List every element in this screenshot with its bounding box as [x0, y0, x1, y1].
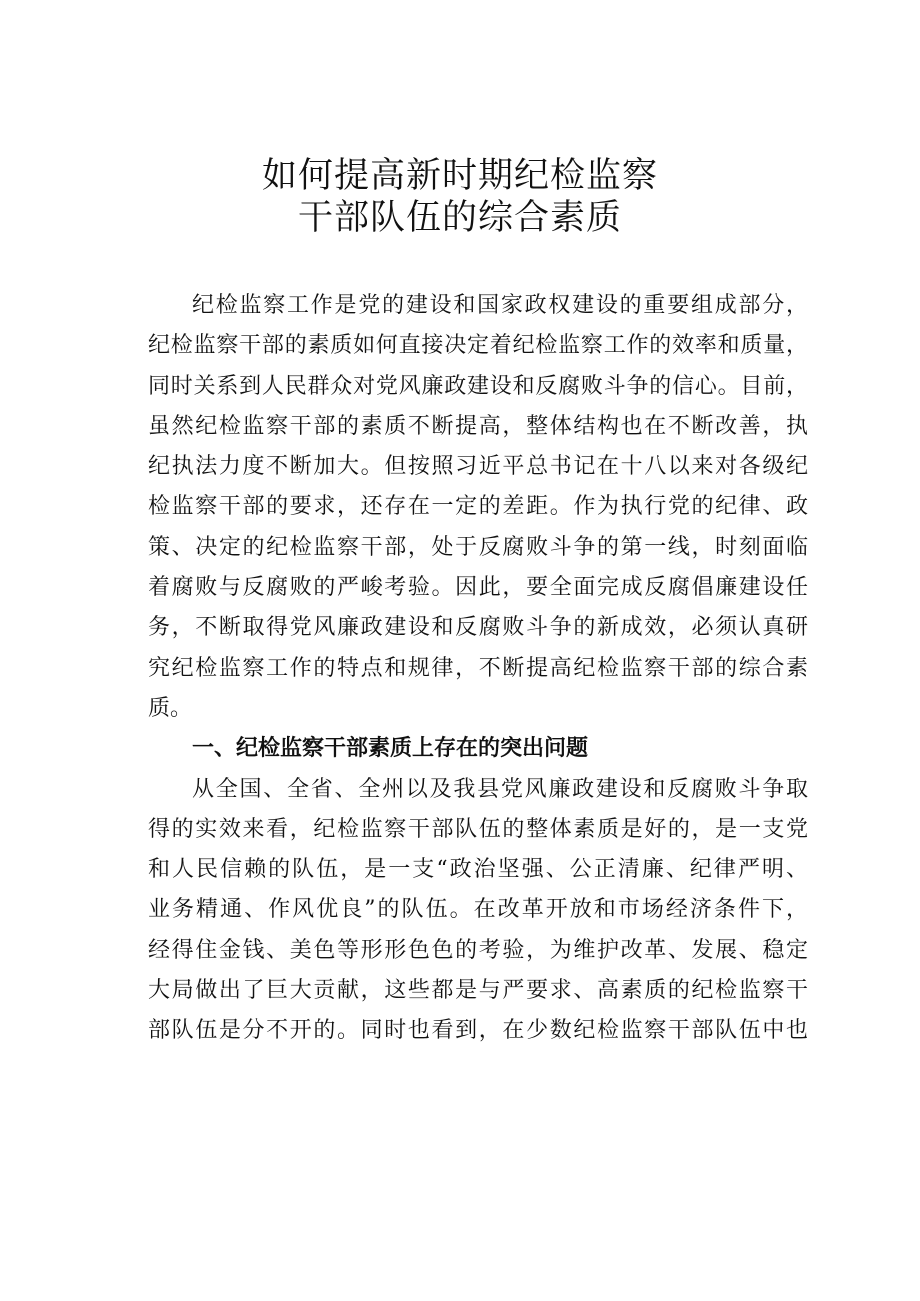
document-body	[148, 286, 808, 1052]
paragraph-1-line: 纪执法力度不断加大。但按照习近平总书记在十八以来对各级纪	[148, 454, 808, 480]
paragraph-2-line: 部队伍是分不开的。同时也看到，在少数纪检监察干部队伍中也	[148, 1018, 808, 1044]
section-heading-1: 一、纪检监察干部素质上存在的突出问题	[192, 736, 589, 762]
paragraph-2-line: 大局做出了巨大贡献，这些都是与严要求、高素质的纪检监察干	[148, 978, 808, 1004]
paragraph-2-line: 和人民信赖的队伍，是一支“政治坚强、公正清廉、纪律严明、	[148, 857, 808, 883]
paragraph-1-line: 纪检监察工作是党的建设和国家政权建设的重要组成部分，	[192, 293, 808, 318]
paragraph-1-line: 同时关系到人民群众对党风廉政建设和反腐败斗争的信心。目前，	[148, 373, 808, 399]
paragraph-1-line: 着腐败与反腐败的严峻考验。因此，要全面完成反腐倡廉建设任	[148, 575, 808, 601]
paragraph-2-line: 从全国、全省、全州以及我县党风廉政建设和反腐败斗争取	[192, 776, 808, 802]
paragraph-1-line: 究纪检监察工作的特点和规律，不断提高纪检监察干部的综合素	[148, 655, 808, 681]
paragraph-1-line: 质。	[148, 695, 193, 721]
document-title-line-1: 如何提高新时期纪检监察	[261, 156, 658, 196]
paragraph-2-line: 经得住金钱、美色等形形色色的考验，为维护改革、发展、稳定	[148, 937, 808, 963]
document-title-line-2: 干部队伍的综合素质	[297, 198, 622, 238]
paragraph-2-line: 得的实效来看，纪检监察干部队伍的整体素质是好的，是一支党	[148, 816, 808, 842]
paragraph-1-line: 策、决定的纪检监察干部，处于反腐败斗争的第一线，时刻面临	[148, 534, 808, 560]
paragraph-1-line: 纪检监察干部的素质如何直接决定着纪检监察工作的效率和质量，	[148, 333, 808, 359]
paragraph-1-line: 虽然纪检监察干部的素质不断提高，整体结构也在不断改善，执	[148, 413, 808, 439]
paragraph-2-line: 业务精通、作风优良”的队伍。在改革开放和市场经济条件下，	[148, 897, 808, 923]
paragraph-1-line: 检监察干部的要求，还存在一定的差距。作为执行党的纪律、政	[148, 494, 808, 520]
paragraph-1-line: 务，不断取得党风廉政建设和反腐败斗争的新成效，必须认真研	[148, 615, 808, 641]
